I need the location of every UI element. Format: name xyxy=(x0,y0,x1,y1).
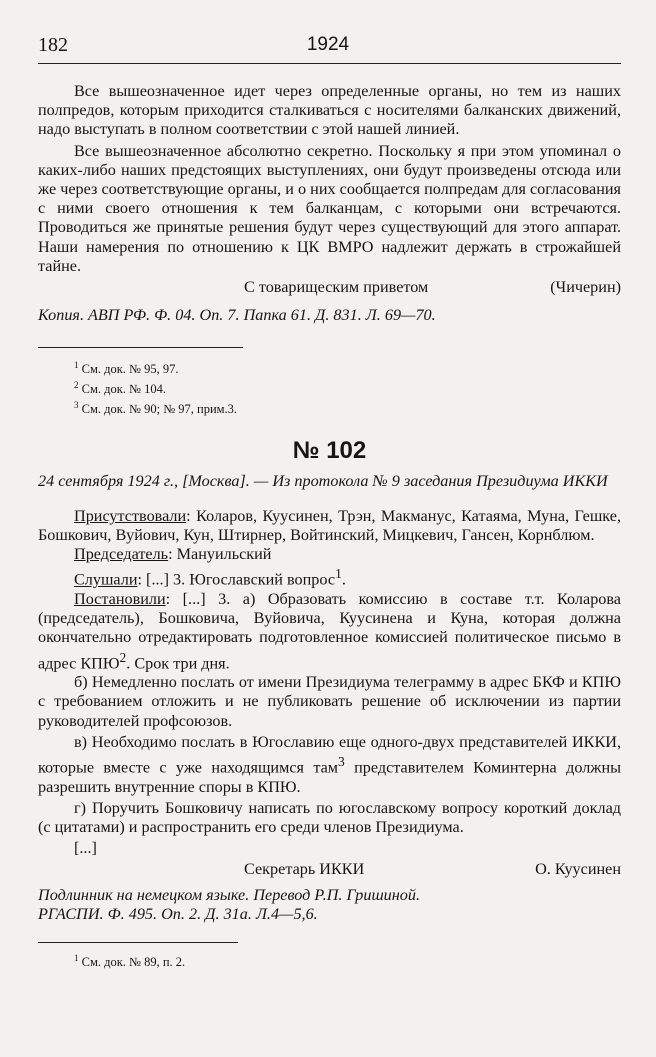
document-heading: 24 сентября 1924 г., [Москва]. — Из протокола № 9 заседания Президиума ИККИ xyxy=(38,471,608,490)
present-list: Присутствовали: Коларов, Куусинен, Трэн, Макманус, Катаяма, Муна, Гешке, Бошкович, Вуйович, Кун, Штирнер, Войтинский, Мицкевич, Гансен, Корнблюм. xyxy=(38,506,621,545)
footnote: $^1$ См. док. № 89, п. 2. xyxy=(74,953,186,970)
footnote: $^1$ См. док. № 95, 97. xyxy=(74,360,179,377)
decision-b: б) Немедленно послать от имени Президиума телеграмму в адрес БКФ и КПЮ с требованием отложить и не публиковать решение об исключении из партии руководителей профсоюзов. xyxy=(38,673,621,730)
paragraph: Все вышеозначенное идет через определенные органы, но тем из наших полпредов, которым приходится сталкиваться с носителями балканских движений, надо выступать в полном соответствии с этой нашей линией. xyxy=(38,82,621,139)
header-rule xyxy=(38,63,621,64)
ellipsis: [...] xyxy=(74,839,97,858)
signature-line xyxy=(38,278,621,297)
page-number: 182 xyxy=(38,34,68,56)
document-number: № 102 xyxy=(292,437,367,465)
archive-source: РГАСПИ. Ф. 495. Оп. 2. Д. 31а. Л.4—5,6. xyxy=(38,904,318,923)
running-year: 1924 xyxy=(306,34,350,55)
decision-a: Постановили: [...] 3. а) Образовать комиссию в составе т.т. Коларова (председатель), Бошковича, Вуйовича, Куусинена и Куна, которая должна окончательно отредактировать подготовленное комиссией политическое письмо в адрес КПЮ$^2$. Срок три дня. xyxy=(38,590,621,673)
decision-d: г) Поручить Бошковичу написать по югославскому вопросу короткий доклад (с цитатами) и распространить его среди членов Президиума. xyxy=(38,798,621,837)
page-body xyxy=(38,82,621,971)
footnote: $^2$ См. док. № 104. xyxy=(74,380,166,397)
closing-phrase: С товарищеским приветом xyxy=(244,278,429,297)
running-header xyxy=(38,34,618,62)
archive-source: Копия. АВП РФ. Ф. 04. Оп. 7. Папка 61. Д. 831. Л. 69—70. xyxy=(38,306,436,325)
decision-c: в) Необходимо послать в Югославию еще одного-двух представителей ИККИ, которые вместе с уже находящимся там$^3$ представителем Коминтерна должны разрешить внутренние споры в КПЮ. xyxy=(38,732,621,796)
archive-note: Подлинник на немецком языке. Перевод Р.П. Гришиной. xyxy=(38,885,421,904)
signatory: О. Куусинен xyxy=(535,860,621,879)
footnote-rule xyxy=(38,942,238,943)
footnote-rule xyxy=(38,347,243,348)
paragraph: Все вышеозначенное абсолютно секретно. Поскольку я при этом упоминал о каких-либо наших предстоящих выступлениях, они будут произведены отсюда или же через соответствующие органы, и о них сообщается полпредам для согласования с ними своего отношения к тем балканцам, с которыми они встречаются. Проводиться же принятые решения будут через существующий для этого аппарат. Наши намерения по отношению к ЦК ВМРО надлежит держать в строжайшей тайне. xyxy=(38,141,621,275)
footnote: $^3$ См. док. № 90; № 97, прим.3. xyxy=(74,399,238,416)
signature-line xyxy=(38,860,621,879)
signatory: (Чичерин) xyxy=(550,278,621,297)
secretary-title: Секретарь ИККИ xyxy=(244,860,365,879)
heard-item: Слушали: [...] 3. Югославский вопрос$^1$. xyxy=(74,566,346,589)
chairman: Председатель: Мануильский xyxy=(74,545,272,564)
